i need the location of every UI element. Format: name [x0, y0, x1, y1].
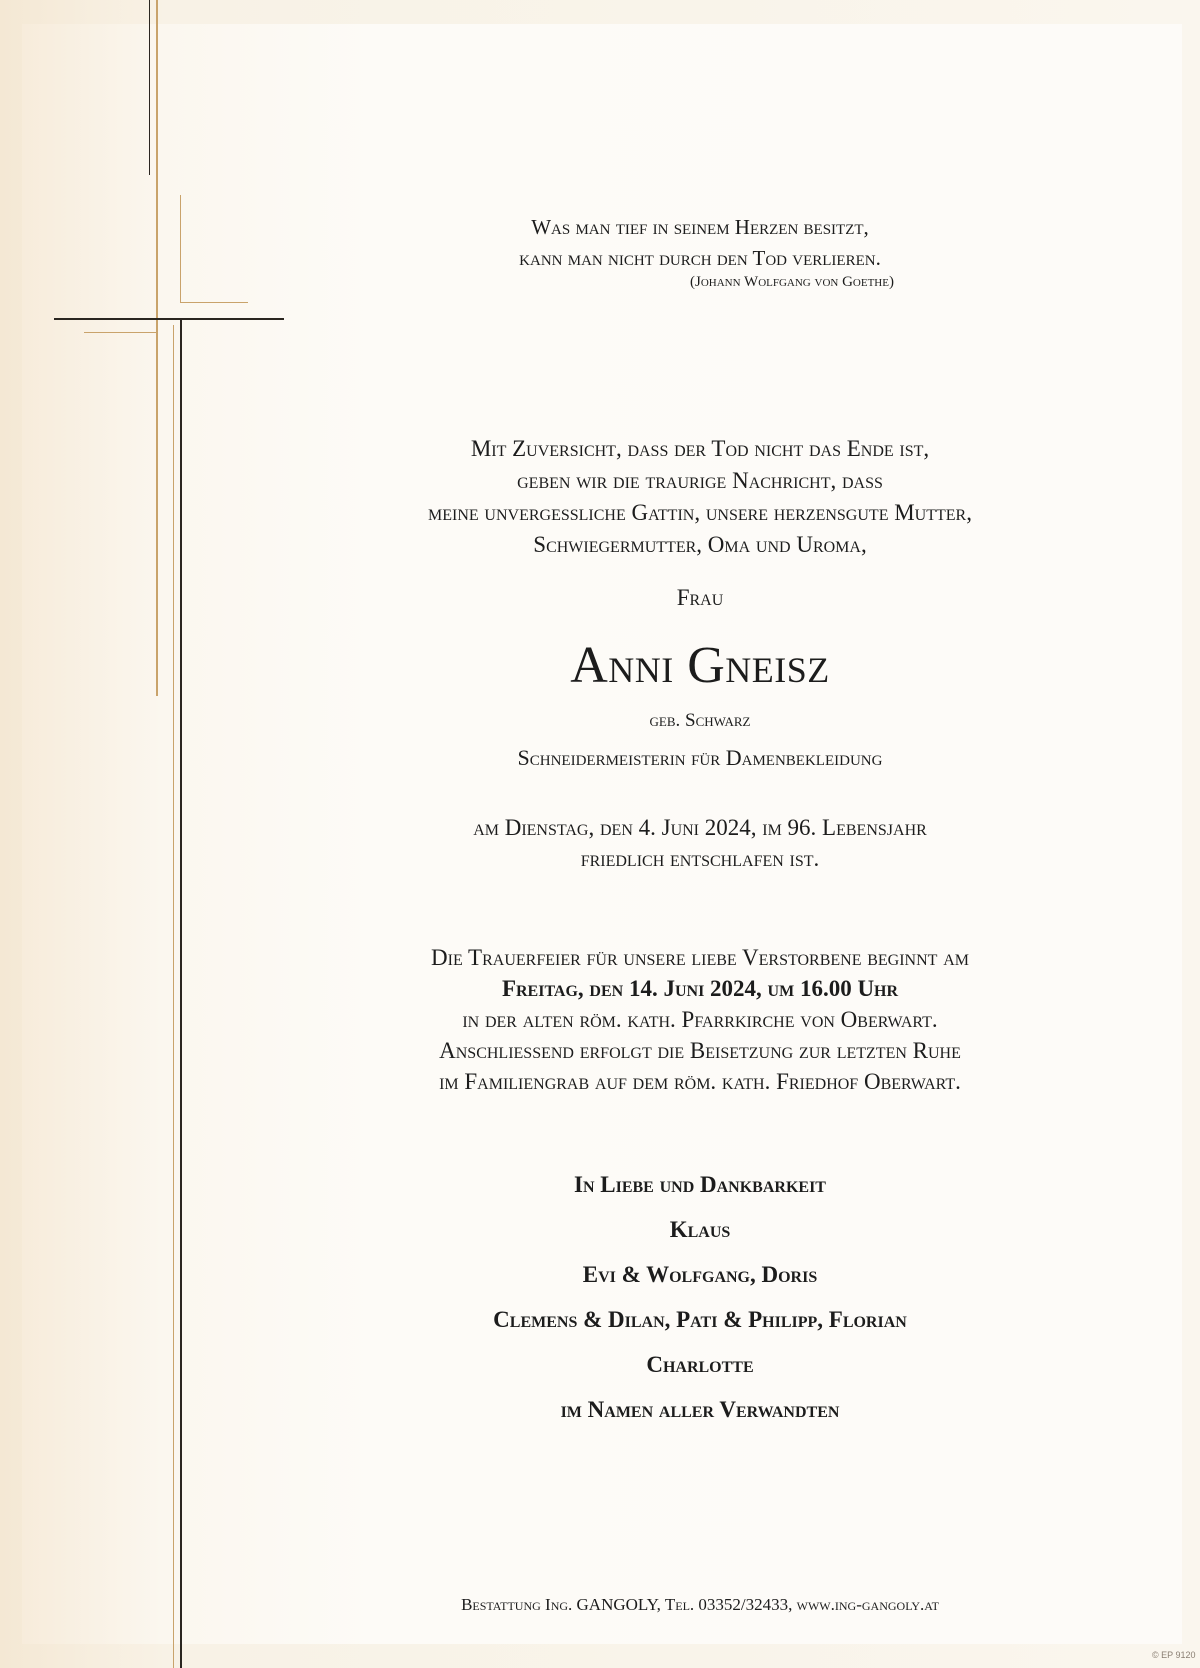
- quote-line-1: Was man tief in seinem Herzen besitzt,: [531, 215, 869, 239]
- death-line-2: friedlich entschlafen ist.: [580, 846, 820, 871]
- funeral-line-3: in der alten röm. kath. Pfarrkirche von Oberwart.: [462, 1007, 938, 1032]
- deceased-name: Anni Gneisz: [570, 637, 830, 694]
- announcement-intro: [300, 433, 1100, 561]
- funeral-line-4: Anschließend erfolgt die Beisetzung zur letzten Ruhe: [439, 1038, 961, 1063]
- funeral-details: [300, 942, 1100, 1097]
- quote-line-2: kann man nicht durch den Tod verlieren.: [519, 246, 881, 270]
- death-line-1: am Dienstag, den 4. Juni 2024, im 96. Lebensjahr: [473, 815, 927, 840]
- family-line-5: Charlotte: [646, 1352, 754, 1377]
- intro-line-1: Mit Zuversicht, dass der Tod nicht das Ende ist,: [470, 436, 930, 461]
- family-line-6: im Namen aller Verwandten: [560, 1397, 840, 1422]
- family-line-1: In Liebe und Dankbarkeit: [574, 1172, 826, 1197]
- cross-vertical-dark-long: [180, 320, 182, 1668]
- family-line-3: Evi & Wolfgang, Doris: [582, 1262, 818, 1287]
- intro-line-2: geben wir die traurige Nachricht, dass: [517, 468, 883, 493]
- death-notice: [300, 812, 1100, 874]
- cross-vertical-dark-left: [149, 0, 150, 175]
- cross-vertical-gold-long: [173, 325, 174, 1668]
- salutation: Frau: [676, 585, 724, 610]
- birth-name: geb. Schwarz: [649, 710, 751, 731]
- funeral-home-footer: Bestattung Ing. GANGOLY, Tel. 03352/32433, www.ing-gangoly.at: [461, 1595, 939, 1614]
- print-code: © EP 9120: [1152, 1650, 1196, 1660]
- intro-line-3: meine unvergessliche Gattin, unsere herzensgute Mutter,: [428, 500, 972, 525]
- profession: Schneidermeisterin für Damenbekleidung: [517, 745, 883, 770]
- family-line-4: Clemens & Dilan, Pati & Philipp, Florian: [493, 1307, 907, 1332]
- funeral-line-1: Die Trauerfeier für unsere liebe Verstorbene beginnt am: [431, 945, 969, 970]
- cross-horizontal-gold-lower: [84, 332, 158, 333]
- funeral-date: Freitag, den 14. Juni 2024, um 16.00 Uhr: [501, 976, 899, 1001]
- cross-horizontal-dark: [54, 318, 284, 320]
- intro-line-4: Schwiegermutter, Oma und Uroma,: [533, 532, 867, 557]
- cross-vertical-gold-left: [156, 0, 158, 696]
- funeral-line-5: im Familiengrab auf dem röm. kath. Friedhof Oberwart.: [439, 1069, 961, 1094]
- cross-vertical-upper-right: [180, 195, 181, 303]
- family-line-2: Klaus: [669, 1217, 731, 1242]
- goethe-quote: [300, 212, 1100, 274]
- quote-author: (Johann Wolfgang von Goethe): [690, 274, 894, 290]
- cross-horizontal-gold-upper: [180, 302, 248, 303]
- family-signature: [300, 1168, 1100, 1438]
